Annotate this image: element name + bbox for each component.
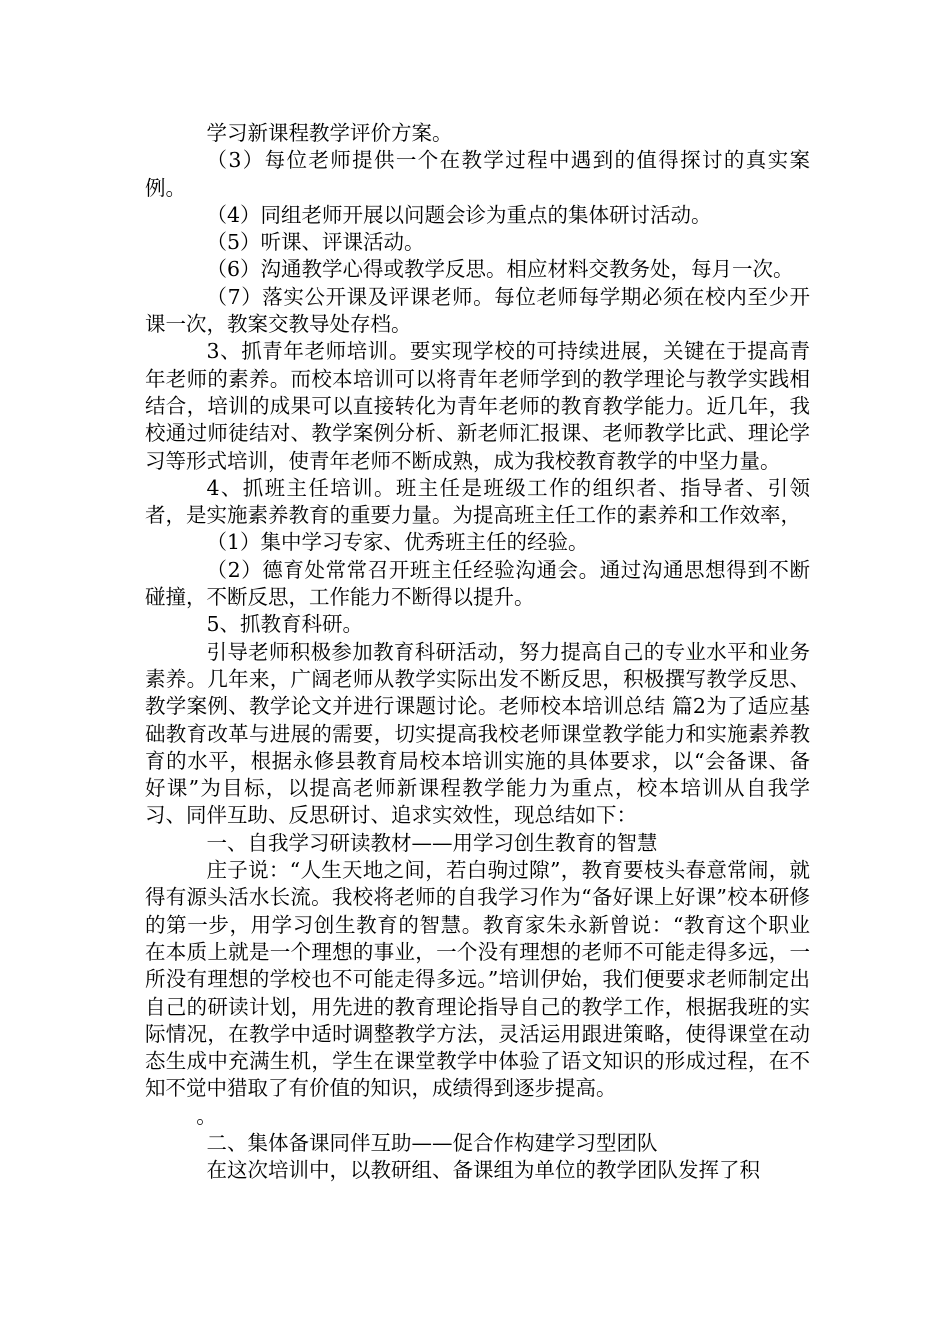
paragraph: 。 (196, 1103, 217, 1128)
paragraph: （3）每位老师提供一个在教学过程中遇到的值得探讨的真实案例。 (145, 148, 810, 200)
paragraph: （4）同组老师开展以问题会诊为重点的集体研讨活动。 (206, 202, 712, 227)
paragraph: （2）德育处常常召开班主任经验沟通会。通过沟通思想得到不断碰撞，不断反思，工作能力不断得以提升。 (145, 557, 810, 610)
document-body (145, 120, 810, 1185)
section-heading: 一、自我学习研读教材——用学习创生教育的智慧 (206, 830, 658, 855)
paragraph: （7）落实公开课及评课老师。每位老师每学期必须在校内至少开课一次，教案交教导处存档。 (145, 284, 810, 337)
paragraph: 庄子说：“人生天地之间，若白驹过隙”，教育要枝头春意常闹，就得有源头活水长流。我校将老师的自我学习作为“备好课上好课”校本研修的第一步，用学习创生教育的智慧。教育家朱永新曾说：“教育这个职业在本质上就是一个理想的事业，一个没有理想的老师不可能走得多远，一所没有理想的学校也不可能走得多远。”培训伊始，我们便要求老师制定出自己的研读计划，用先进的教育理论指导自己的教学工作，根据我班的实际情况，在教学中适时调整教学方法，灵活运用跟进策略，使得课堂在动态生成中充满生机，学生在课堂教学中体验了语文知识的形成过程，在不知不觉中猎取了有价值的知识，成绩得到逐步提高。 (145, 858, 810, 1101)
paragraph: 在这次培训中，以教研组、备课组为单位的教学团队发挥了积 (206, 1158, 760, 1183)
paragraph: 3、抓青年老师培训。要实现学校的可持续进展，关键在于提高青年老师的素养。而校本培训可以将青年老师学到的教学理论与教学实践相结合，培训的成果可以直接转化为青年老师的教育教学能力。近几年，我校通过师徒结对、教学案例分析、新老师汇报课、老师教学比武、理论学习等形式培训，使青年老师不断成熟，成为我校教育教学的中坚力量。 (145, 339, 810, 473)
section-heading: 二、集体备课同伴互助——促合作构建学习型团队 (206, 1130, 658, 1155)
paragraph: （1）集中学习专家、优秀班主任的经验。 (206, 530, 589, 555)
paragraph: 引导老师积极参加教育科研活动，努力提高自己的专业水平和业务素养。几年来，广阔老师从教学实际出发不断反思，积极撰写教学反思、教学案例、教学论文并进行课题讨论。老师校本培训总结 篇2为了适应基础教育改革与进展的需要，切实提高我校老师课堂教学能力和实施素养教育的水平，根据永修县教育局校本培训实施的具体要求，以“会备课、备好课”为目标，以提高老师新课程教学能力为重点，校本培训从自我学习、同伴互助、反思研讨、追求实效性，现总结如下： (145, 639, 810, 828)
paragraph: （5）听课、评课活动。 (206, 230, 425, 255)
paragraph: （6）沟通教学心得或教学反思。相应材料交教务处，每月一次。 (206, 257, 794, 282)
paragraph: 学习新课程教学评价方案。 (206, 121, 453, 145)
paragraph: 4、抓班主任培训。班主任是班级工作的组织者、指导者、引领者，是实施素养教育的重要力量。为提高班主任工作的素养和工作效率， (145, 475, 810, 528)
paragraph: 5、抓教育科研。 (206, 612, 364, 637)
